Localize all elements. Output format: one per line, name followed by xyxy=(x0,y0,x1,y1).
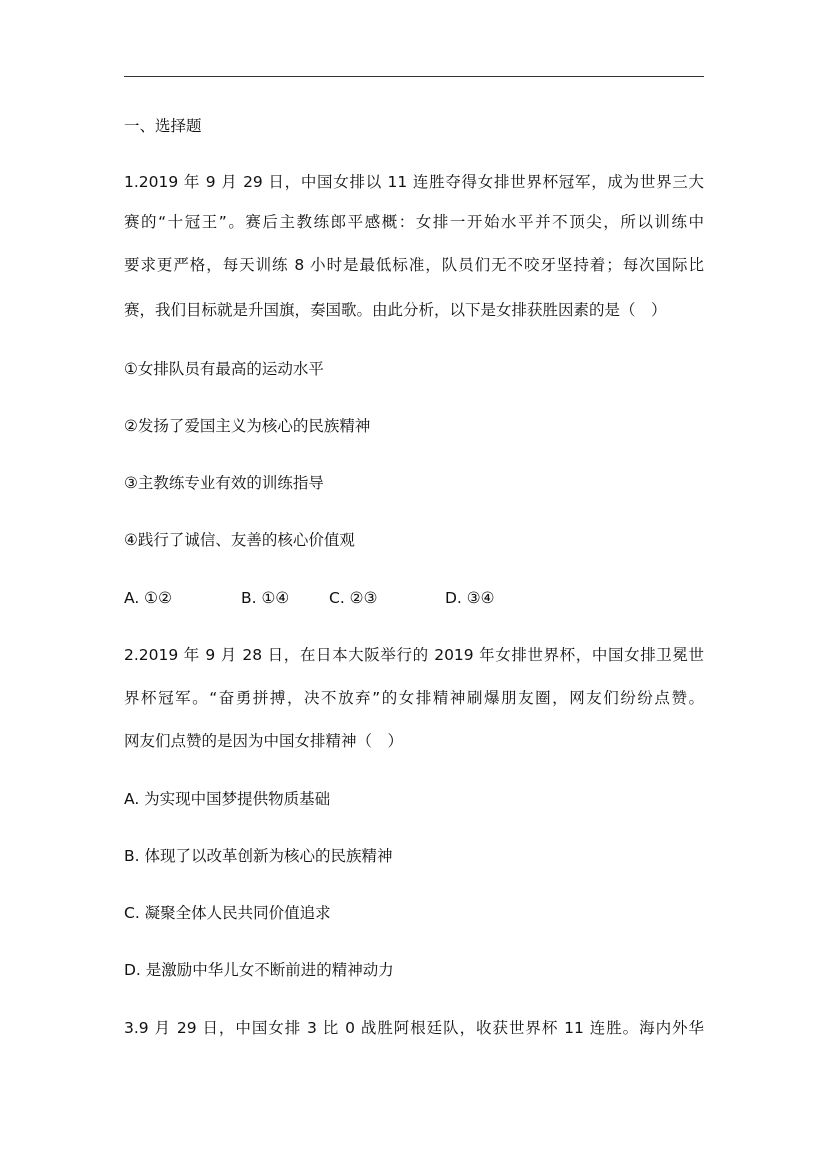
q1-item-2: ②发扬了爱国主义为核心的民族精神 xyxy=(124,417,371,435)
q2-option-b[interactable]: B. 体现了以改革创新为核心的民族精神 xyxy=(124,847,393,865)
q2-option-a[interactable]: A. 为实现中国梦提供物质基础 xyxy=(124,790,331,808)
q2-line-2: 界杯冠军。“奋勇拼搏，决不放弃”的女排精神刷爆朋友圈，网友们纷纷点赞。 xyxy=(124,689,704,707)
q3-line-1: 3.9 月 29 日，中国女排 3 比 0 战胜阿根廷队，收获世界杯 11 连胜。海内外华 xyxy=(124,1019,704,1037)
q1-item-3: ③主教练专业有效的训练指导 xyxy=(124,474,324,492)
q2-line-3: 网友们点赞的是因为中国女排精神（ ） xyxy=(124,732,404,750)
q1-option-a[interactable]: A. ①② xyxy=(124,589,172,607)
section-title: 一、选择题 xyxy=(124,117,202,135)
q1-line-1: 1.2019 年 9 月 29 日，中国女排以 11 连胜夺得女排世界杯冠军，成为世界三大 xyxy=(124,173,704,191)
q1-line-4: 赛，我们目标就是升国旗，奏国歌。由此分析，以下是女排获胜因素的是（ ） xyxy=(124,301,667,319)
q2-option-c[interactable]: C. 凝聚全体人民共同价值追求 xyxy=(124,904,331,922)
q1-item-4: ④践行了诚信、友善的核心价值观 xyxy=(124,531,355,549)
q1-item-1: ①女排队员有最高的运动水平 xyxy=(124,360,324,378)
q2-line-1: 2.2019 年 9 月 28 日，在日本大阪举行的 2019 年女排世界杯，中国女排卫冕世 xyxy=(124,646,704,664)
q1-option-c[interactable]: C. ②③ xyxy=(329,589,378,607)
q1-option-d[interactable]: D. ③④ xyxy=(445,589,495,607)
q2-option-d[interactable]: D. 是激励中华儿女不断前进的精神动力 xyxy=(124,961,394,979)
q1-line-2: 赛的“十冠王”。赛后主教练郎平感概：女排一开始水平并不顶尖，所以训练中 xyxy=(124,213,704,231)
header-rule xyxy=(124,76,704,77)
q1-line-3: 要求更严格，每天训练 8 小时是最低标准，队员们无不咬牙坚持着；每次国际比 xyxy=(124,256,704,274)
q1-option-b[interactable]: B. ①④ xyxy=(241,589,290,607)
